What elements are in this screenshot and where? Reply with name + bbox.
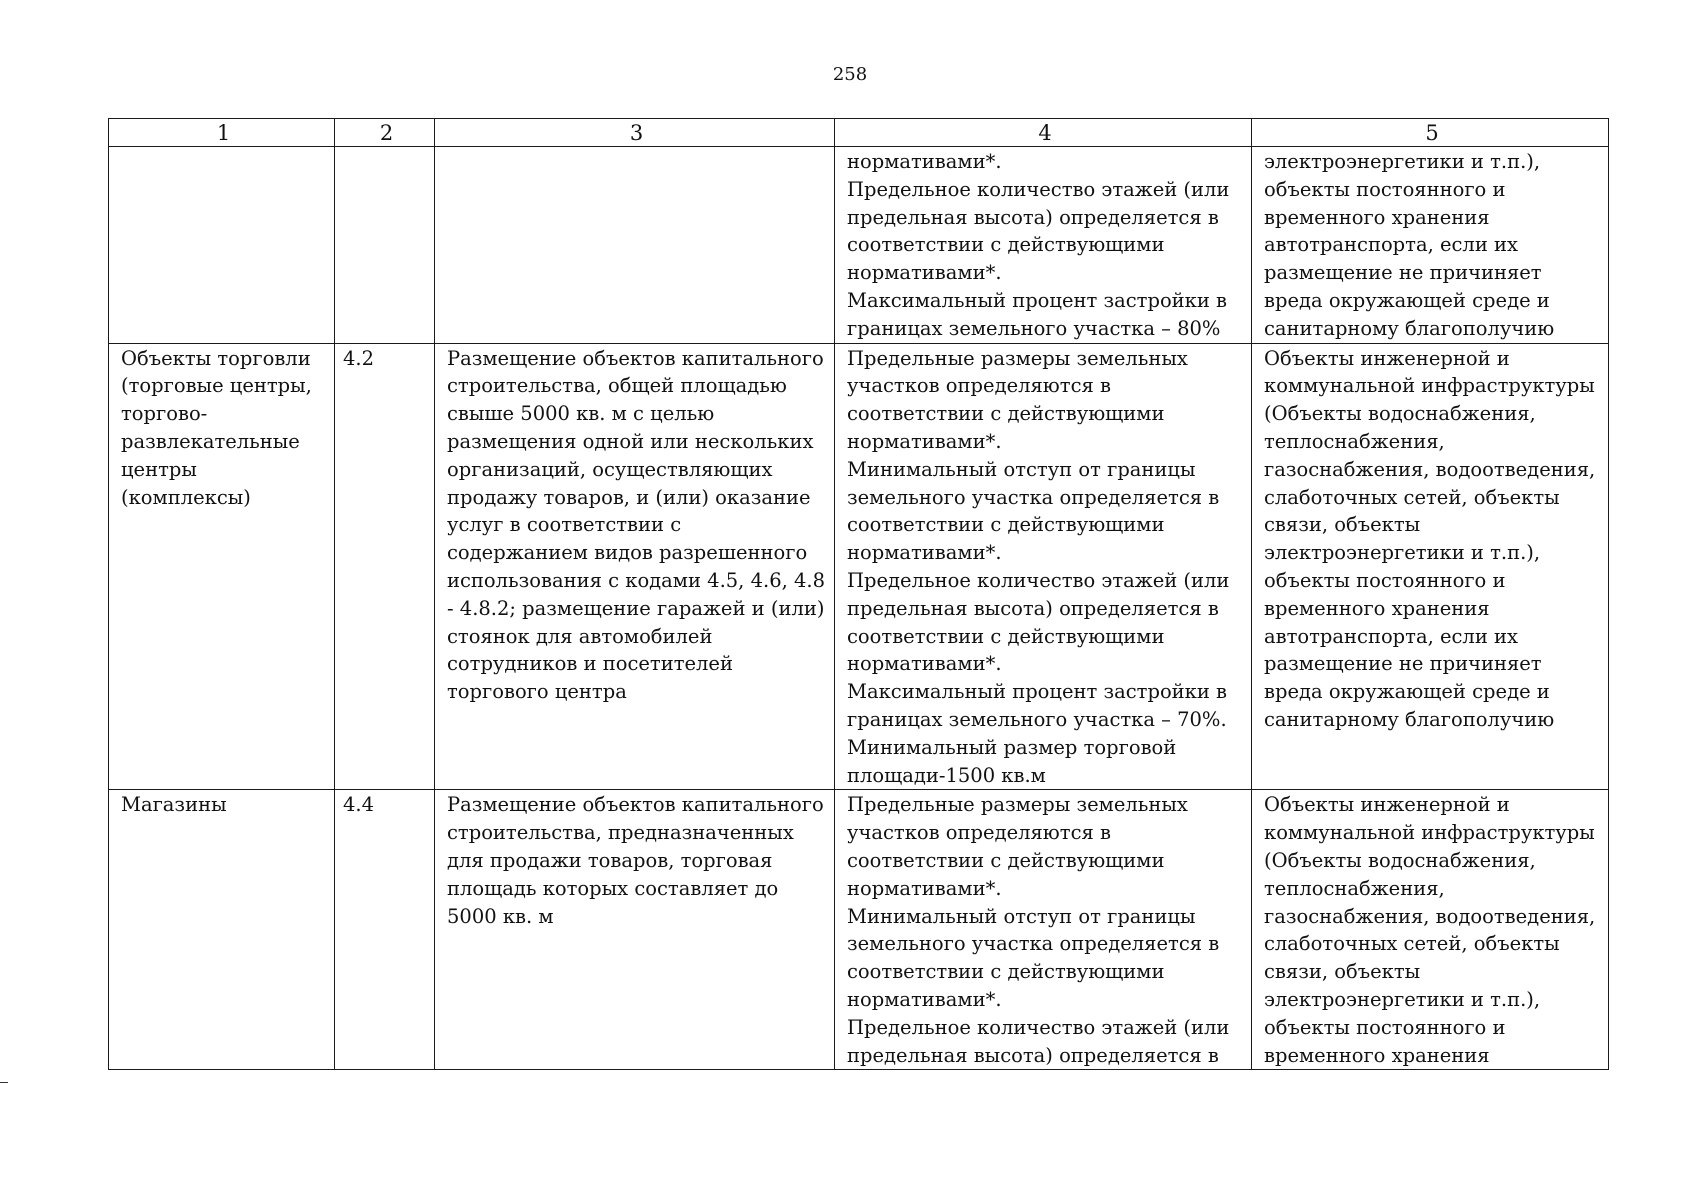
use-name-cell xyxy=(109,343,335,790)
auxiliary-text: Объекты инженерной и коммунальной инфраструктуры (Объекты водоснабжения, теплоснабжения, газоснабжения, водоотведения, слаботочных сетей, объекты связи, объекты электроэнергетики и т.п.), объекты постоянного и временного хранения xyxy=(1264,793,1596,1067)
use-description: Размещение объектов капитального строительства, предназначенных для продажи товаров, торговая площадь которых составляет до 5000 кв. м xyxy=(447,793,824,928)
header-col-2: 2 xyxy=(335,119,435,147)
auxiliary-cell xyxy=(1252,343,1609,790)
parameters-text: Предельные размеры земельных участков определяются в соответствии с действующими нормативами*. Минимальный отступ от границы земельного участка определяется в соответствии с действующими нормативами*. Предельное количество этажей (или предельная высота) определяется в соответствии с действующими нормативами*. Максимальный процент застройки в границах земельного участка – 70%. Минимальный размер торговой площади-1500 кв.м xyxy=(847,346,1230,787)
table-body xyxy=(109,147,1609,1070)
auxiliary-cell xyxy=(1252,147,1609,344)
table-row xyxy=(109,790,1609,1070)
table-row xyxy=(109,147,1609,344)
header-col-3: 3 xyxy=(435,119,835,147)
parameters-cell xyxy=(835,343,1252,790)
parameters-cell xyxy=(835,147,1252,344)
parameters-text: Предельные размеры земельных участков определяются в соответствии с действующими нормативами*. Минимальный отступ от границы земельного участка определяется в соответствии с действующими нормативами*. Предельное количество этажей (или предельная высота) определяется в xyxy=(847,793,1230,1067)
use-description-cell xyxy=(435,343,835,790)
use-name-cell xyxy=(109,790,335,1070)
use-code-cell xyxy=(335,147,435,344)
auxiliary-text: электроэнергетики и т.п.), объекты постоянного и временного хранения автотранспорта, если их размещение не причиняет вреда окружающей среде и санитарному благополучию xyxy=(1264,150,1555,340)
table-row xyxy=(109,343,1609,790)
use-name: Объекты торговли (торговые центры, торгово-развлекательные центры (комплексы) xyxy=(121,346,312,509)
header-row xyxy=(109,119,1609,147)
use-description-cell xyxy=(435,790,835,1070)
header-col-1: 1 xyxy=(109,119,335,147)
use-description: Размещение объектов капитального строительства, общей площадью свыше 5000 кв. м с целью размещения одной или нескольких организаций, осуществляющих продажу товаров, и (или) оказание услуг в соответствии с содержанием видов разрешенного использования с кодами 4.5, 4.6, 4.8 - 4.8.2; размещение гаражей и (или) стоянок для автомобилей сотрудников и посетителей торгового центра xyxy=(447,346,826,704)
use-name: Магазины xyxy=(121,793,227,817)
table-header xyxy=(109,119,1609,147)
header-col-4: 4 xyxy=(835,119,1252,147)
use-code: 4.2 xyxy=(343,346,375,370)
use-name-cell xyxy=(109,147,335,344)
parameters-text: нормативами*. Предельное количество этажей (или предельная высота) определяется в соответствии с действующими нормативами*. Максимальный процент застройки в границах земельного участка – 80% xyxy=(847,150,1230,340)
page-number: 258 xyxy=(832,64,868,85)
auxiliary-cell xyxy=(1252,790,1609,1070)
parameters-cell xyxy=(835,790,1252,1070)
use-code-cell xyxy=(335,343,435,790)
use-code: 4.4 xyxy=(343,793,375,817)
use-description-cell xyxy=(435,147,835,344)
scan-edge-mark xyxy=(0,1082,8,1083)
auxiliary-text: Объекты инженерной и коммунальной инфраструктуры (Объекты водоснабжения, теплоснабжения, газоснабжения, водоотведения, слаботочных сетей, объекты связи, объекты электроэнергетики и т.п.), объекты постоянного и временного хранения автотранспорта, если их размещение не причиняет вреда окружающей среде и санитарному благополучию xyxy=(1264,346,1596,731)
header-col-5: 5 xyxy=(1252,119,1609,147)
use-code-cell xyxy=(335,790,435,1070)
zoning-table xyxy=(108,118,1609,1070)
